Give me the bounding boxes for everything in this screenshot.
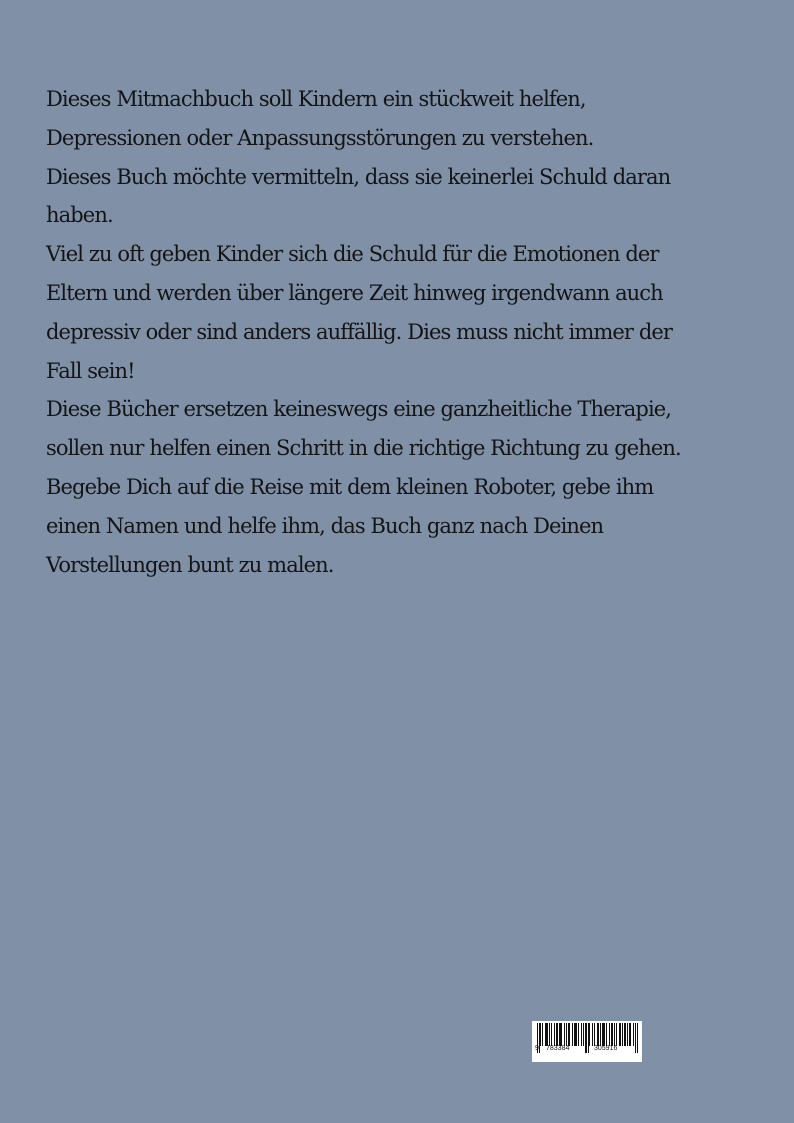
barcode-bar [616,1023,617,1046]
barcode-bar [630,1023,631,1046]
barcode-bar [611,1023,612,1046]
barcode-bar [583,1023,584,1046]
blurb-line: Dieses Buch möchte vermitteln, dass sie keinerlei Schuld daran [46,164,671,189]
blurb-line: haben. [46,203,113,228]
blurb-line: Diese Bücher ersetzen keineswegs eine ganzheitliche Therapie, [46,397,672,422]
blurb-line: Eltern und werden über längere Zeit hinweg irgendwann auch [46,280,663,305]
barcode-bar [572,1023,573,1046]
barcode-bar [549,1023,550,1046]
barcode-bar [604,1023,605,1046]
barcode-bar [589,1023,590,1046]
blurb-line: Depressionen oder Anpassungsstörungen zu verstehen. [46,125,594,150]
barcode-bar [612,1023,613,1046]
barcode-bar [551,1023,552,1046]
barcode-bar [629,1023,630,1046]
barcode-first-digit: 9 [535,1045,539,1052]
barcode-bar [603,1023,604,1046]
blurb-line: sollen nur helfen einen Schritt in die richtige Richtung zu gehen. [46,436,681,461]
barcode-bar [578,1023,579,1046]
barcode-bar [564,1023,565,1046]
barcode-bar [569,1023,570,1046]
barcode-bar [597,1023,598,1046]
blurb-line: Vorstellungen bunt zu malen. [46,552,334,577]
barcode-bar [554,1023,555,1046]
barcode-bar [568,1023,569,1046]
blurb-line: Dieses Mitmachbuch soll Kindern ein stückweit helfen, [46,87,586,111]
barcode-bar [609,1023,610,1046]
barcode-right-group: 305916 [594,1045,618,1052]
blurb-line: depressiv oder sind anders auffällig. Dies muss nicht immer der [46,319,673,344]
isbn-barcode [532,1021,642,1062]
barcode-bar [598,1023,599,1046]
barcode-bar [624,1023,625,1046]
blurb-text [46,80,756,584]
blurb-line: Viel zu oft geben Kinder sich die Schuld für die Emotionen der [46,242,659,267]
barcode-bar [557,1023,558,1046]
barcode-bar [581,1023,582,1046]
barcode-bar [540,1023,541,1046]
barcode-bar [575,1023,576,1046]
barcode-bar [547,1023,548,1046]
blurb-line: einen Namen und helfe ihm, das Buch ganz nach Deinen [46,513,604,538]
barcode-bar [625,1023,626,1046]
barcode-bar [592,1023,593,1046]
barcode-bar [606,1023,607,1046]
barcode-bar [566,1023,567,1046]
barcode-bar [602,1023,603,1046]
barcode-bar [542,1023,543,1046]
barcode-bar [600,1023,601,1046]
barcode-bar [556,1023,557,1046]
barcode-bar [560,1023,561,1046]
barcode-bar [620,1023,621,1046]
barcode-bar [546,1023,547,1046]
barcode-bar [576,1023,577,1046]
barcode-bar [545,1023,546,1046]
barcode-left-group: 783384 [546,1045,570,1052]
barcode-bar [627,1023,628,1046]
barcode-bar [574,1023,575,1046]
blurb-line: Fall sein! [46,358,135,383]
barcode-bar [559,1023,560,1046]
blurb-line: Begebe Dich auf die Reise mit dem kleinen Roboter, gebe ihm [46,474,654,499]
barcode-bar [633,1023,634,1046]
barcode-bar [622,1023,623,1046]
barcode-bar [614,1023,615,1046]
barcode-bar [561,1023,562,1046]
barcode-bar [619,1023,620,1046]
barcode-digits [532,1045,642,1059]
barcode-bar [594,1023,595,1046]
